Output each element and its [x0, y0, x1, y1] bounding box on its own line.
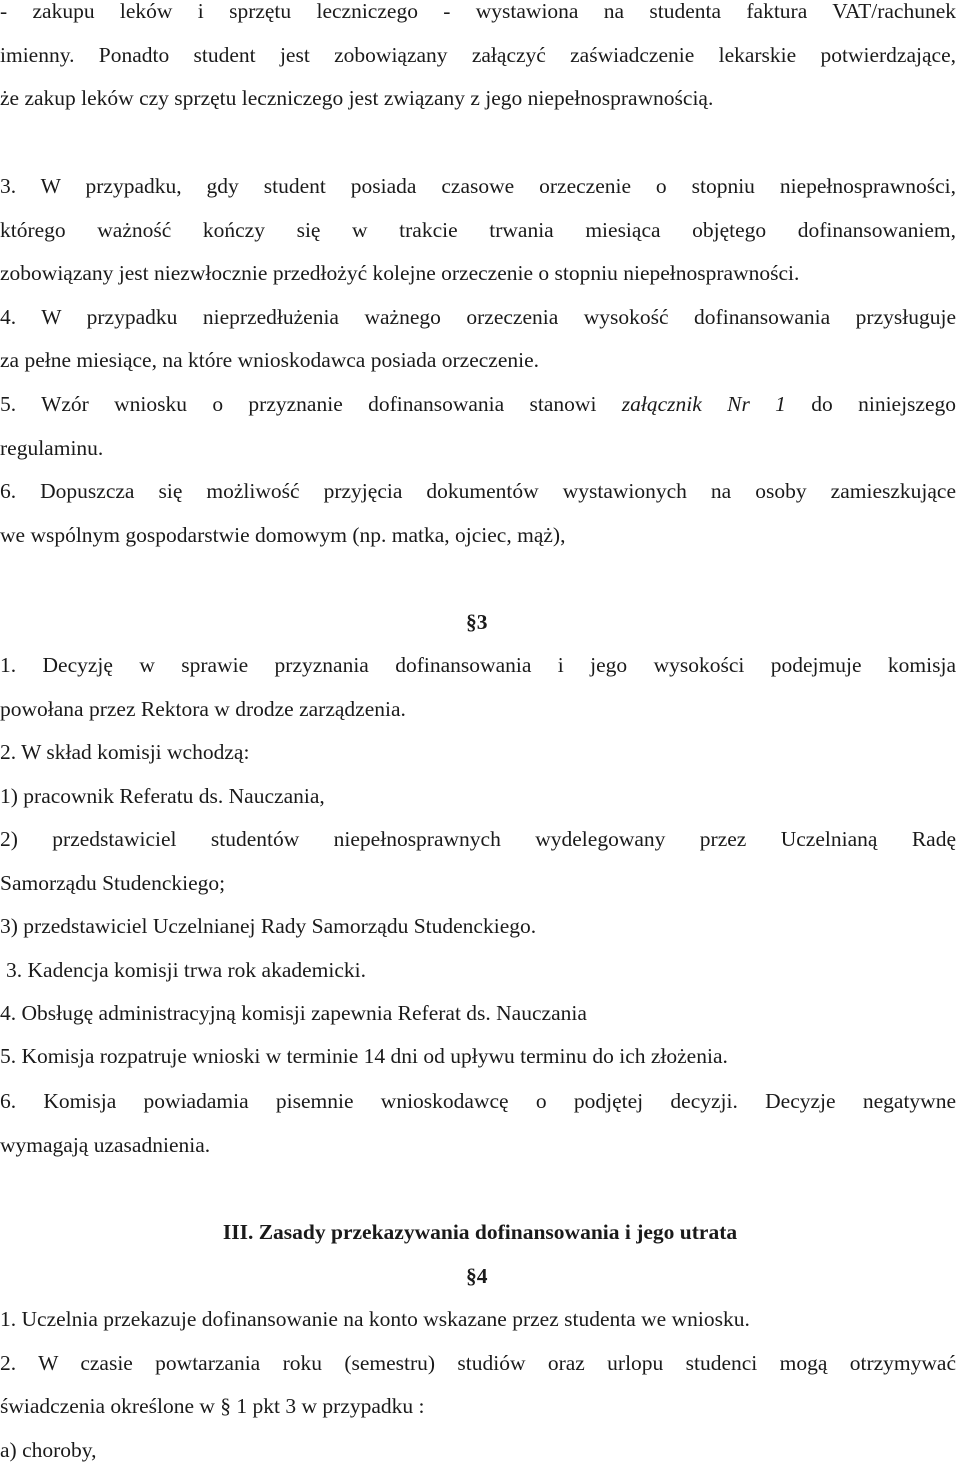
- paragraph-5-line: regulaminu.: [0, 436, 104, 460]
- paragraph-4-line: 4. W przypadku nieprzedłużenia ważnego orzeczenia wysokość dofinansowania przysługuje: [0, 305, 956, 329]
- paragraph-5-text: 5. Wzór wniosku o przyznanie dofinansowania stanowi: [0, 392, 622, 416]
- paragraph-6-line: 6. Dopuszcza się możliwość przyjęcia dokumentów wystawionych na osoby zamieszkujące: [0, 479, 956, 503]
- paragraph-3-line: 3. W przypadku, gdy student posiada czasowe orzeczenie o stopniu niepełnosprawności,: [0, 174, 956, 198]
- section-3-item-3: 3) przedstawiciel Uczelnianej Rady Samorządu Studenckiego.: [0, 914, 537, 938]
- section-4-item-a: a) choroby,: [0, 1438, 97, 1462]
- section-4-mark: §4: [466, 1264, 488, 1288]
- section-3-item-2: Samorządu Studenckiego;: [0, 871, 226, 895]
- section-4-paragraph-2: świadczenia określone w § 1 pkt 3 w przypadku :: [0, 1394, 425, 1418]
- paragraph-3-line: zobowiązany jest niezwłocznie przedłożyć kolejne orzeczenie o stopniu niepełnosprawności.: [0, 261, 800, 285]
- attachment-reference: załącznik Nr 1: [621, 392, 786, 416]
- section-4-paragraph-2: 2. W czasie powtarzania roku (semestru) studiów oraz urlopu studenci mogą otrzymywać: [0, 1351, 956, 1375]
- section-3-paragraph-6: 6. Komisja powiadamia pisemnie wnioskodawcę o podjętej decyzji. Decyzje negatywne: [0, 1089, 956, 1113]
- chapter-heading: III. Zasady przekazywania dofinansowania i jego utrata: [222, 1220, 738, 1244]
- section-3-paragraph-1: powołana przez Rektora w drodze zarządzenia.: [0, 697, 406, 721]
- section-3-item-1: 1) pracownik Referatu ds. Nauczania,: [0, 784, 325, 808]
- section-3-paragraph-6: wymagają uzasadnienia.: [0, 1133, 211, 1157]
- section-3-paragraph-3: 3. Kadencja komisji trwa rok akademicki.: [6, 958, 367, 982]
- text-line: - zakupu leków i sprzętu leczniczego - wystawiona na studenta faktura VAT/rachunek: [0, 0, 956, 23]
- paragraph-3-line: którego ważność kończy się w trakcie trwania miesiąca objętego dofinansowaniem,: [0, 218, 956, 242]
- text-line: że zakup leków czy sprzętu leczniczego jest związany z jego niepełnosprawnością.: [0, 86, 714, 110]
- section-3-item-2: 2) przedstawiciel studentów niepełnosprawnych wydelegowany przez Uczelnianą Radę: [0, 827, 956, 851]
- section-3-mark: §3: [466, 610, 488, 634]
- section-3-paragraph-5: 5. Komisja rozpatruje wnioski w terminie 14 dni od upływu terminu do ich złożenia.: [0, 1044, 728, 1068]
- paragraph-5-text-end: do niniejszego: [785, 392, 957, 416]
- paragraph-5-line: [0, 390, 956, 418]
- paragraph-4-line: za pełne miesiące, na które wnioskodawca posiada orzeczenie.: [0, 348, 540, 372]
- paragraph-6-line: we wspólnym gospodarstwie domowym (np. matka, ojciec, mąż),: [0, 523, 566, 547]
- text-line: imienny. Ponadto student jest zobowiązany załączyć zaświadczenie lekarskie potwierdzające,: [0, 43, 956, 67]
- section-4-paragraph-1: 1. Uczelnia przekazuje dofinansowanie na konto wskazane przez studenta we wniosku.: [0, 1307, 750, 1331]
- section-3-paragraph-1: 1. Decyzję w sprawie przyznania dofinansowania i jego wysokości podejmuje komisja: [0, 653, 956, 677]
- section-3-paragraph-4: 4. Obsługę administracyjną komisji zapewnia Referat ds. Nauczania: [0, 1001, 587, 1025]
- section-3-paragraph-2: 2. W skład komisji wchodzą:: [0, 740, 250, 764]
